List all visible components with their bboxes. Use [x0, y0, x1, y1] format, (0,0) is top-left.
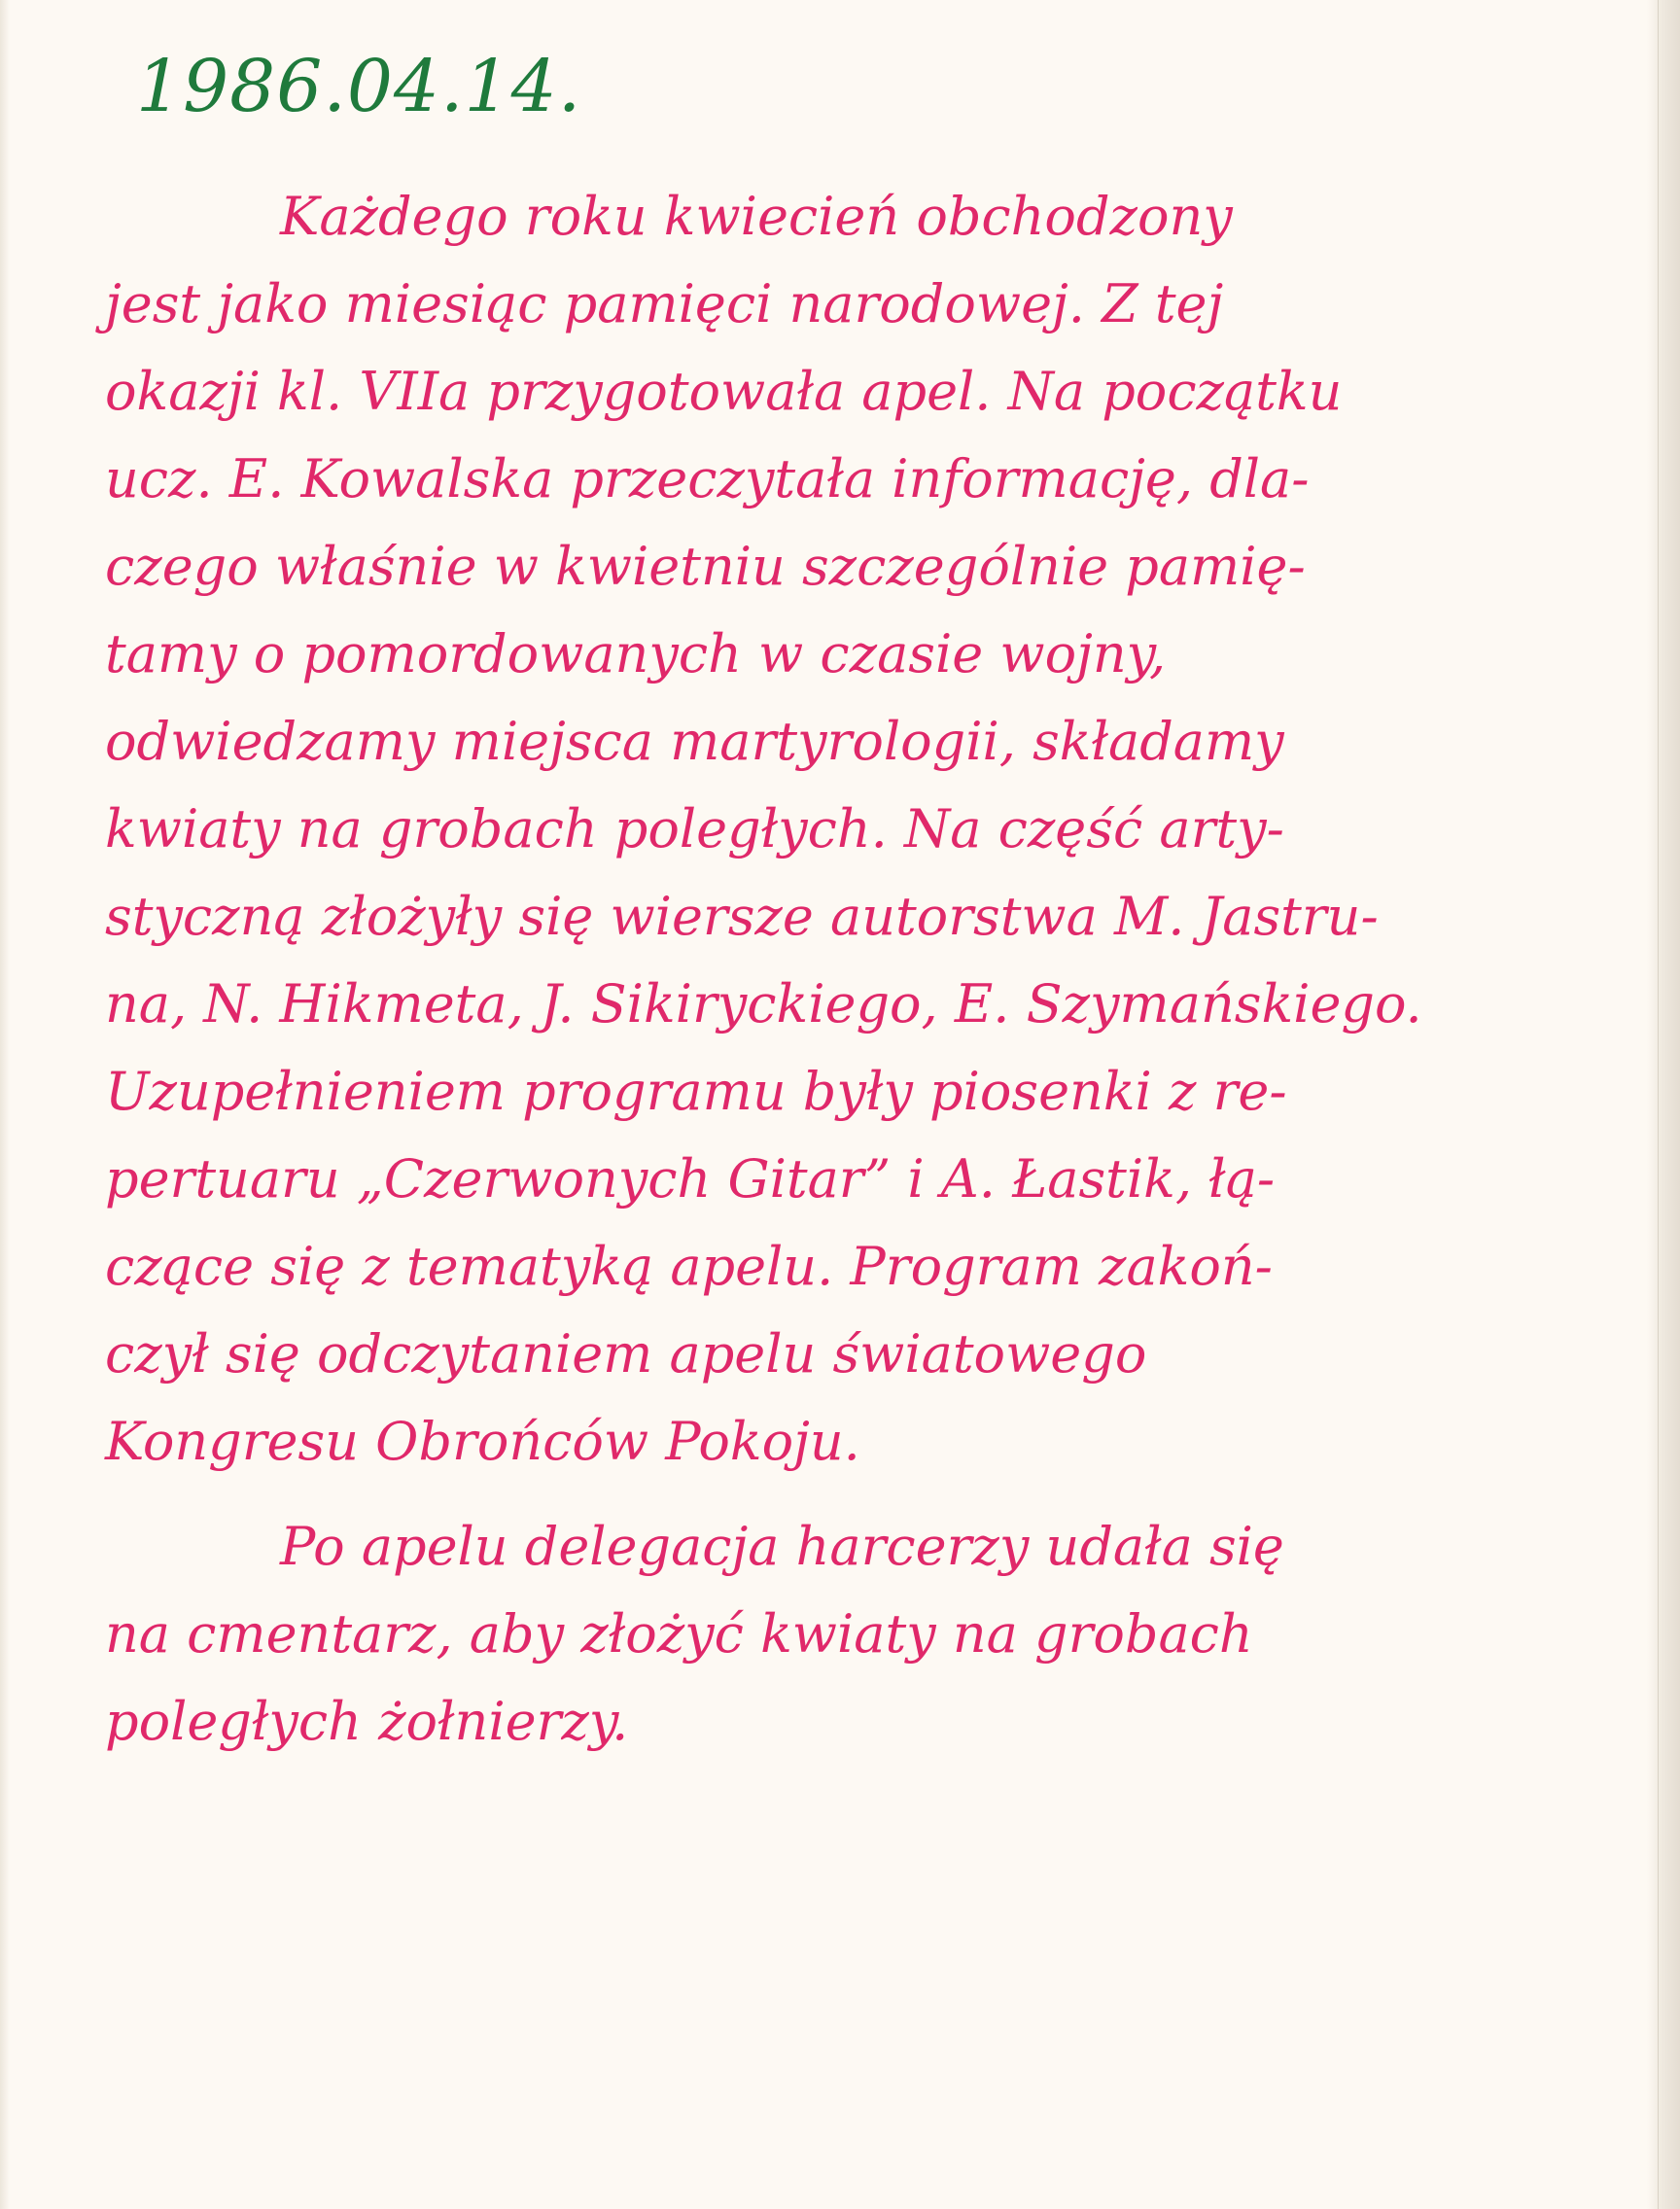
text-line: Każdego roku kwiecień obchodzony: [280, 186, 1233, 247]
entry-text: [105, 173, 1622, 1766]
text-line: Uzupełnieniem programu były piosenki z re-: [105, 1061, 1287, 1122]
text-line: kwiaty na grobach poległych. Na część arty-: [105, 798, 1284, 859]
page-binding-edge: [1647, 0, 1680, 2209]
text-line: odwiedzamy miejsca martyrologii, składamy: [105, 711, 1284, 772]
page-left-edge: [0, 0, 10, 2209]
entry-date: 1986.04.14.: [136, 45, 582, 128]
text-line: czące się z tematyką apelu. Program zakoń-: [105, 1236, 1273, 1297]
text-line: okazji kl. VIIa przygotowała apel. Na początku: [105, 361, 1343, 422]
text-line: pertuaru „Czerwonych Gitar” i A. Łastik, łą-: [105, 1148, 1276, 1210]
binding-line: [1658, 0, 1659, 2209]
text-line: na, N. Hikmeta, J. Sikiryckiego, E. Szymańskiego.: [105, 973, 1422, 1034]
text-line: jest jako miesiąc pamięci narodowej. Z tej: [105, 273, 1224, 334]
text-line: na cmentarz, aby złożyć kwiaty na grobach: [105, 1603, 1253, 1665]
text-line: ucz. E. Kowalska przeczytała informację, dla-: [105, 448, 1310, 509]
text-line: Po apelu delegacja harcerzy udała się: [280, 1516, 1284, 1577]
text-line: styczną złożyły się wiersze autorstwa M. Jastru-: [105, 886, 1379, 947]
text-line: tamy o pomordowanych w czasie wojny,: [105, 623, 1167, 684]
text-line: czył się odczytaniem apelu światowego: [105, 1323, 1147, 1385]
text-line: poległych żołnierzy.: [105, 1691, 629, 1752]
text-line: czego właśnie w kwietniu szczególnie pamię-: [105, 536, 1306, 597]
text-line: Kongresu Obrońców Pokoju.: [105, 1411, 860, 1472]
